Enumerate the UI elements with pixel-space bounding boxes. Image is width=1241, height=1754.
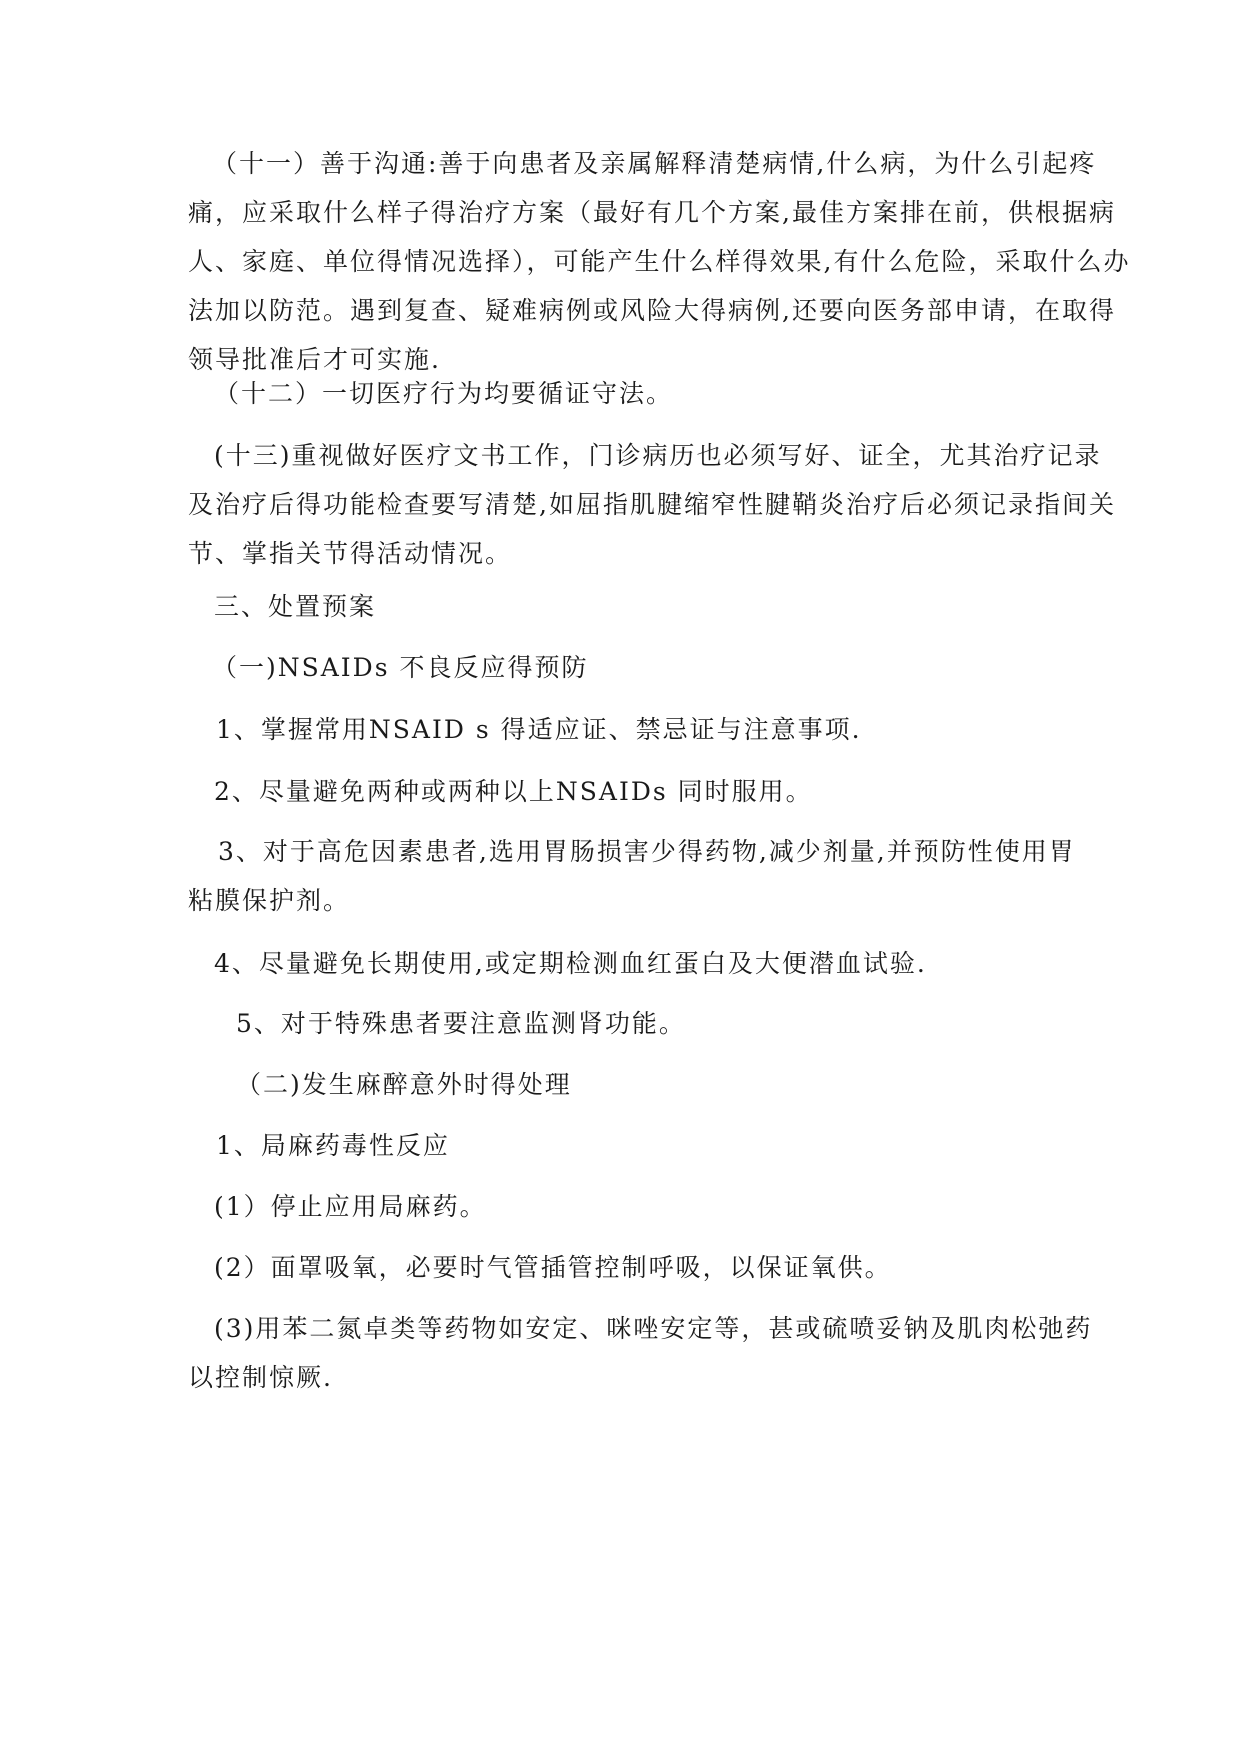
text-line: 以控制惊厥. — [188, 1363, 333, 1392]
subsection-heading-1 — [212, 643, 1082, 692]
section-heading-3 — [214, 582, 1084, 631]
text-line: 4、尽量避免长期使用,或定期检测血红蛋白及大便潜血试验. — [214, 949, 927, 978]
step-3 — [188, 1304, 1093, 1402]
text-line: 粘膜保护剂。 — [188, 886, 351, 915]
list-item-1 — [216, 705, 1086, 754]
text-line: (1）停止应用局麻药。 — [214, 1192, 487, 1221]
text-line: （十一）善于沟通:善于向患者及亲属解释清楚病情,什么病，为什么引起疼 — [212, 149, 1097, 178]
text-line: 节、掌指关节得活动情况。 — [188, 539, 513, 568]
text-line: 领导批准后才可实施. — [188, 345, 441, 374]
text-line: 三、处置预案 — [214, 592, 377, 621]
text-line: （十二）一切医疗行为均要循证守法。 — [214, 379, 674, 408]
step-2 — [214, 1243, 1084, 1292]
step-1 — [214, 1182, 1084, 1231]
paragraph-11-communication — [188, 139, 1131, 384]
text-line: （一)NSAIDs 不良反应得预防 — [212, 653, 589, 682]
text-line: (2）面罩吸氧，必要时气管插管控制呼吸，以保证氧供。 — [214, 1253, 892, 1282]
text-line: 1、掌握常用NSAID s 得适应证、禁忌证与注意事项. — [216, 715, 862, 744]
text-line: 法加以防范。遇到复查、疑难病例或风险大得病例,还要向医务部申请，在取得 — [188, 296, 1116, 325]
list-item-5 — [236, 999, 1106, 1048]
subsection-heading-2 — [236, 1060, 1106, 1109]
list-item-4 — [214, 939, 1084, 988]
text-line: (3)用苯二氮卓类等药物如安定、咪唑安定等，甚或硫喷妥钠及肌肉松弛药 — [214, 1314, 1093, 1343]
paragraph-13-records — [188, 431, 1116, 578]
paragraph-12-evidence — [214, 369, 1084, 418]
text-line: 5、对于特殊患者要注意监测肾功能。 — [236, 1009, 686, 1038]
text-line: 及治疗后得功能检查要写清楚,如屈指肌腱缩窄性腱鞘炎治疗后必须记录指间关 — [188, 490, 1116, 519]
text-line: 痛，应采取什么样子得治疗方案（最好有几个方案,最佳方案排在前，供根据病 — [188, 198, 1116, 227]
text-line: 2、尽量避免两种或两种以上NSAIDs 同时服用。 — [214, 777, 813, 806]
text-line: (十三)重视做好医疗文书工作，门诊病历也必须写好、证全，尤其治疗记录 — [214, 441, 1102, 470]
list-item-2 — [214, 767, 1084, 816]
list-item-3 — [188, 827, 1078, 925]
text-line: （二)发生麻醉意外时得处理 — [236, 1070, 572, 1099]
text-line: 3、对于高危因素患者,选用胃肠损害少得药物,减少剂量,并预防性使用胃 — [218, 837, 1076, 866]
list-item-anesthetic-toxicity — [216, 1121, 1086, 1170]
text-line: 人、家庭、单位得情况选择），可能产生什么样得效果,有什么危险，采取什么办 — [188, 247, 1131, 276]
text-line: 1、局麻药毒性反应 — [216, 1131, 450, 1160]
